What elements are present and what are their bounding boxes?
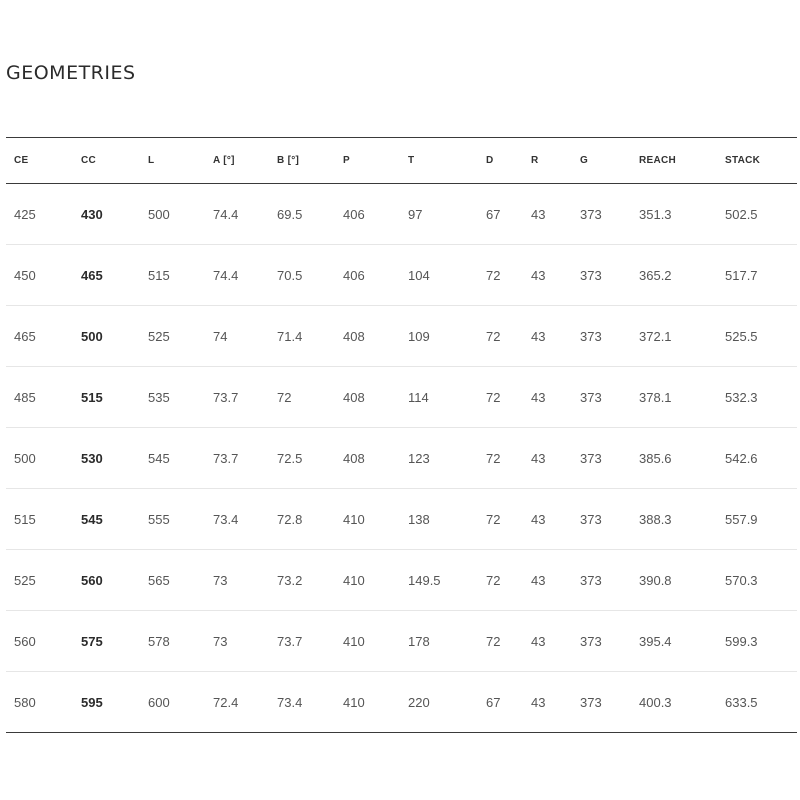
cell-cc: 545 xyxy=(81,511,103,527)
column-header-reach: REACH xyxy=(639,155,677,166)
cell-a: 73.7 xyxy=(213,450,239,466)
cell-b: 72.8 xyxy=(277,511,303,527)
table-row xyxy=(6,245,797,306)
cell-ce: 560 xyxy=(14,633,36,649)
column-header-ce: CE xyxy=(14,155,29,166)
column-header-t: T xyxy=(408,155,415,166)
cell-p: 408 xyxy=(343,450,365,466)
cell-stack: 570.3 xyxy=(725,572,758,588)
cell-l: 578 xyxy=(148,633,170,649)
cell-cc: 530 xyxy=(81,450,103,466)
cell-ce: 485 xyxy=(14,389,36,405)
cell-b: 73.2 xyxy=(277,572,303,588)
cell-reach: 365.2 xyxy=(639,267,672,283)
cell-reach: 351.3 xyxy=(639,206,672,222)
table-row xyxy=(6,611,797,672)
cell-stack: 502.5 xyxy=(725,206,758,222)
cell-stack: 525.5 xyxy=(725,328,758,344)
cell-d: 72 xyxy=(486,328,501,344)
cell-t: 138 xyxy=(408,511,430,527)
cell-a: 74.4 xyxy=(213,206,239,222)
cell-ce: 500 xyxy=(14,450,36,466)
table-row xyxy=(6,672,797,733)
cell-reach: 388.3 xyxy=(639,511,672,527)
cell-g: 373 xyxy=(580,267,602,283)
cell-ce: 525 xyxy=(14,572,36,588)
cell-reach: 390.8 xyxy=(639,572,672,588)
cell-p: 410 xyxy=(343,511,365,527)
column-header-g: G xyxy=(580,155,589,166)
table-row xyxy=(6,489,797,550)
cell-t: 97 xyxy=(408,206,423,222)
cell-r: 43 xyxy=(531,511,546,527)
cell-g: 373 xyxy=(580,694,602,710)
column-header-stack: STACK xyxy=(725,155,761,166)
geometry-table xyxy=(6,137,797,733)
cell-a: 72.4 xyxy=(213,694,239,710)
cell-l: 525 xyxy=(148,328,170,344)
cell-g: 373 xyxy=(580,450,602,466)
cell-cc: 575 xyxy=(81,633,103,649)
cell-r: 43 xyxy=(531,389,546,405)
cell-stack: 517.7 xyxy=(725,267,758,283)
cell-b: 73.4 xyxy=(277,694,303,710)
cell-t: 114 xyxy=(408,389,429,405)
cell-r: 43 xyxy=(531,572,546,588)
cell-a: 73.4 xyxy=(213,511,239,527)
cell-reach: 395.4 xyxy=(639,633,672,649)
column-header-l: L xyxy=(148,155,155,166)
table-header xyxy=(6,138,797,184)
table-row xyxy=(6,428,797,489)
cell-b: 73.7 xyxy=(277,633,303,649)
cell-stack: 557.9 xyxy=(725,511,758,527)
cell-t: 149.5 xyxy=(408,572,441,588)
cell-b: 70.5 xyxy=(277,267,303,283)
table-row xyxy=(6,550,797,611)
cell-cc: 430 xyxy=(81,206,103,222)
cell-g: 373 xyxy=(580,206,602,222)
cell-ce: 465 xyxy=(14,328,36,344)
cell-l: 515 xyxy=(148,267,170,283)
cell-reach: 400.3 xyxy=(639,694,672,710)
cell-l: 600 xyxy=(148,694,170,710)
column-header-p: P xyxy=(343,155,350,166)
cell-p: 406 xyxy=(343,206,365,222)
cell-cc: 515 xyxy=(81,389,103,405)
cell-stack: 532.3 xyxy=(725,389,758,405)
cell-d: 72 xyxy=(486,267,501,283)
cell-ce: 580 xyxy=(14,694,36,710)
cell-p: 410 xyxy=(343,572,365,588)
cell-cc: 560 xyxy=(81,572,103,588)
cell-l: 555 xyxy=(148,511,170,527)
cell-t: 104 xyxy=(408,267,430,283)
cell-r: 43 xyxy=(531,633,546,649)
cell-cc: 595 xyxy=(81,694,103,710)
column-header-b: B [°] xyxy=(277,155,300,166)
cell-p: 406 xyxy=(343,267,365,283)
cell-b: 71.4 xyxy=(277,328,303,344)
cell-t: 220 xyxy=(408,694,430,710)
cell-reach: 385.6 xyxy=(639,450,672,466)
cell-p: 408 xyxy=(343,328,365,344)
cell-p: 408 xyxy=(343,389,365,405)
column-header-r: R xyxy=(531,155,539,166)
cell-a: 74.4 xyxy=(213,267,239,283)
table-body xyxy=(6,184,797,733)
cell-a: 73 xyxy=(213,633,228,649)
cell-reach: 378.1 xyxy=(639,389,672,405)
cell-g: 373 xyxy=(580,511,602,527)
cell-r: 43 xyxy=(531,450,546,466)
cell-b: 72.5 xyxy=(277,450,303,466)
cell-a: 74 xyxy=(213,328,228,344)
table-row xyxy=(6,184,797,245)
cell-t: 109 xyxy=(408,328,430,344)
cell-cc: 500 xyxy=(81,328,103,344)
cell-r: 43 xyxy=(531,694,546,710)
cell-b: 72 xyxy=(277,389,292,405)
cell-ce: 450 xyxy=(14,267,36,283)
page-title: GEOMETRIES xyxy=(6,62,136,84)
cell-r: 43 xyxy=(531,328,546,344)
cell-g: 373 xyxy=(580,572,602,588)
cell-g: 373 xyxy=(580,633,602,649)
cell-d: 72 xyxy=(486,633,501,649)
cell-d: 72 xyxy=(486,572,501,588)
cell-b: 69.5 xyxy=(277,206,303,222)
cell-stack: 542.6 xyxy=(725,450,758,466)
cell-d: 67 xyxy=(486,694,501,710)
cell-d: 72 xyxy=(486,389,501,405)
cell-a: 73 xyxy=(213,572,228,588)
cell-ce: 515 xyxy=(14,511,36,527)
cell-p: 410 xyxy=(343,694,365,710)
cell-l: 500 xyxy=(148,206,170,222)
cell-g: 373 xyxy=(580,328,602,344)
cell-d: 72 xyxy=(486,450,501,466)
column-header-cc: CC xyxy=(81,155,97,166)
cell-p: 410 xyxy=(343,633,365,649)
table-row xyxy=(6,367,797,428)
cell-r: 43 xyxy=(531,206,546,222)
cell-l: 545 xyxy=(148,450,170,466)
cell-ce: 425 xyxy=(14,206,36,222)
cell-l: 565 xyxy=(148,572,170,588)
cell-reach: 372.1 xyxy=(639,328,672,344)
table-row xyxy=(6,306,797,367)
cell-t: 123 xyxy=(408,450,430,466)
cell-cc: 465 xyxy=(81,267,103,283)
column-header-a: A [°] xyxy=(213,155,235,166)
cell-d: 67 xyxy=(486,206,501,222)
cell-r: 43 xyxy=(531,267,546,283)
cell-stack: 599.3 xyxy=(725,633,758,649)
header-row xyxy=(6,138,797,184)
cell-t: 178 xyxy=(408,633,430,649)
cell-l: 535 xyxy=(148,389,170,405)
cell-stack: 633.5 xyxy=(725,694,758,710)
column-header-d: D xyxy=(486,155,494,166)
cell-g: 373 xyxy=(580,389,602,405)
cell-d: 72 xyxy=(486,511,501,527)
cell-a: 73.7 xyxy=(213,389,239,405)
